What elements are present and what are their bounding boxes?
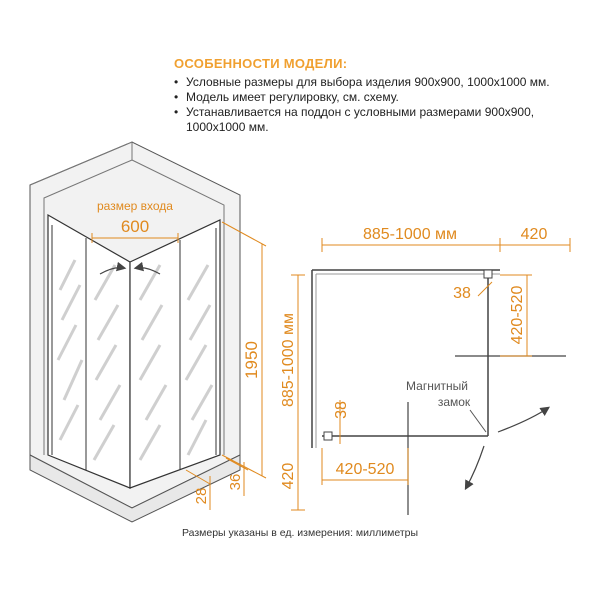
plan-view: [280, 226, 570, 515]
side-depth-range: 885-1000 мм: [280, 312, 297, 408]
glass-panel-right: [130, 220, 220, 488]
dim-420-520-right: 420-520: [509, 285, 526, 345]
height-value: 1950: [242, 341, 261, 379]
dim-38-top: 38: [453, 285, 471, 302]
magnet-label-2: замок: [437, 395, 471, 409]
shower-3d-view: [30, 142, 266, 522]
magnet-label-1: Магнитный: [406, 379, 468, 393]
entrance-value: 600: [120, 217, 150, 236]
dim-38-left: 38: [333, 401, 350, 419]
feature-item-3: • Устанавливается на поддон с условными размерами 900x900, 1000x1000 мм.: [174, 105, 580, 135]
dim-420-520-bottom: 420-520: [335, 461, 395, 478]
depth-36: 36: [227, 473, 244, 491]
entrance-label: размер входа: [97, 199, 173, 213]
feature-item-1: • Условные размеры для выбора изделия 900x900, 1000x1000 мм.: [174, 75, 580, 90]
features-title: ОСОБЕННОСТИ МОДЕЛИ:: [174, 56, 348, 71]
glass-panel-left: [48, 215, 130, 488]
swing-arrow-bottom: [466, 446, 484, 488]
feature-item-2: • Модель имеет регулировку, см. схему.: [174, 90, 580, 105]
magnet-leader: [470, 410, 486, 432]
dim-420-left: 420: [280, 462, 297, 490]
depth-28: 28: [193, 487, 210, 505]
dim-420-top: 420: [520, 226, 548, 243]
footnote: Размеры указаны в ед. измерения: миллиметры: [181, 527, 419, 539]
swing-arrow-right: [498, 408, 548, 432]
width-range: 885-1000 мм: [362, 226, 458, 243]
